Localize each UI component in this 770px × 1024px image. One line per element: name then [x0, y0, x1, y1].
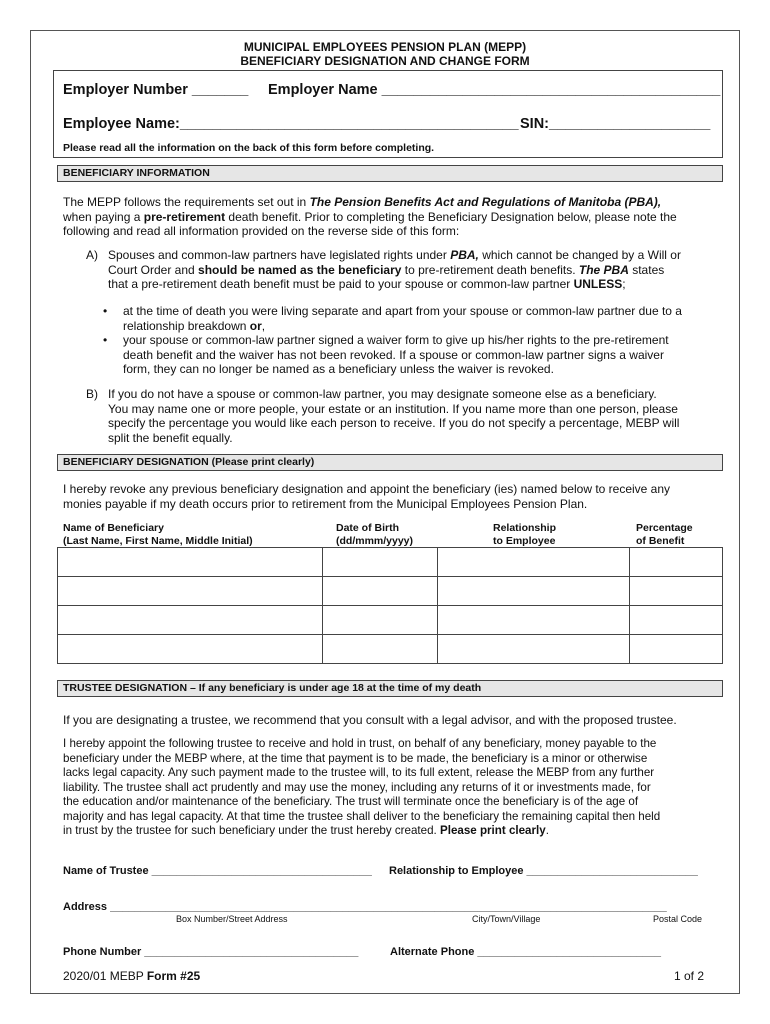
address-hint-city: City/Town/Village — [472, 914, 541, 924]
beneficiary-percentage-cell[interactable] — [630, 635, 723, 664]
trustee-alt-phone-field[interactable]: Alternate Phone ______________________________ — [390, 946, 661, 958]
bullet-item-separation: at the time of death you were living separate and apart from your spouse or common-law partner due to a relationship breakdown or, — [123, 304, 682, 333]
sin-field[interactable]: SIN:____________________ — [520, 116, 711, 132]
beneficiary-percentage-cell[interactable] — [630, 606, 723, 635]
table-row — [58, 606, 723, 635]
revoke-paragraph: I hereby revoke any previous beneficiary designation and appoint the beneficiary (ies) named below to receive any monies payable if my death occurs prior to retirement from the Municipal Employees Pension Plan. — [63, 482, 671, 511]
column-header-relationship: Relationship to Employee — [493, 522, 557, 547]
beneficiary-relationship-cell[interactable] — [438, 606, 630, 635]
item-b-text: If you do not have a spouse or common-law partner, you may designate someone else as a beneficiary. You may name one or more people, your estate or an institution. If you name more than one person, please specify the percentage you would like each person to receive. If you do not specify a percentage, MEBP will split the benefit equally. — [108, 387, 680, 445]
item-a-text: Spouses and common-law partners have legislated rights under PBA, which cannot be changed by a Will or Court Order and should be named as the beneficiary to pre-retirement death benefits. The PBA states that a pre-retirement death benefit must be paid to your spouse or common-law partner UNLESS; — [108, 248, 681, 291]
beneficiary-name-cell[interactable] — [58, 548, 323, 577]
beneficiary-table — [57, 547, 723, 664]
beneficiary-name-cell[interactable] — [58, 606, 323, 635]
bullet-item-waiver: your spouse or common-law partner signed a waiver form to give up his/her rights to the pre-retirement death benefit and the waiver has not been revoked. If a spouse or common-law partner signs a waiver form, they can no longer be named as a beneficiary unless the waiver is revoked. — [123, 333, 669, 376]
employee-name-field[interactable]: Employee Name:__________________________________________ — [63, 116, 519, 132]
column-header-dob: Date of Birth (dd/mmm/yyyy) — [336, 522, 414, 547]
trustee-relationship-field[interactable]: Relationship to Employee ____________________________ — [389, 865, 698, 877]
beneficiary-name-cell[interactable] — [58, 577, 323, 606]
beneficiary-dob-cell[interactable] — [322, 577, 438, 606]
bullet-dot: • — [103, 333, 108, 347]
table-row — [58, 635, 723, 664]
beneficiary-dob-cell[interactable] — [322, 635, 438, 664]
footer-page-number: 1 of 2 — [674, 969, 705, 983]
address-hint-postal: Postal Code — [653, 914, 703, 924]
column-header-percentage: Percentage of Benefit — [636, 522, 693, 547]
item-a-marker: A) — [86, 248, 98, 262]
employer-name-field[interactable]: Employer Name __________________________________________ — [268, 82, 721, 98]
address-hint-street: Box Number/Street Address — [176, 914, 288, 924]
section-heading-beneficiary-info: BENEFICIARY INFORMATION — [57, 165, 723, 182]
beneficiary-percentage-cell[interactable] — [630, 548, 723, 577]
footer-form-id: 2020/01 MEBP Form #25 — [63, 969, 201, 983]
read-note: Please read all the information on the back of this form before completing. — [63, 142, 435, 154]
section-heading-beneficiary-designation: BENEFICIARY DESIGNATION (Please print clearly) — [57, 454, 723, 471]
item-b-marker: B) — [86, 387, 98, 401]
trustee-phone-field[interactable]: Phone Number ___________________________________ — [63, 946, 359, 958]
beneficiary-relationship-cell[interactable] — [438, 577, 630, 606]
table-row — [58, 577, 723, 606]
beneficiary-dob-cell[interactable] — [322, 606, 438, 635]
intro-paragraph: The MEPP follows the requirements set out in The Pension Benefits Act and Regulations of Manitoba (PBA), when paying a pre-retirement death benefit. Prior to completing the Beneficiary Designation below, please note the following and read all information provided on the reverse side of this form: — [63, 195, 677, 238]
trustee-paragraph: I hereby appoint the following trustee to receive and hold in trust, on behalf of any beneficiary, money payable to the beneficiary under the MEBP where, at the time that payment is to be made, the beneficiary is a minor or otherwise lacks legal capacity. Any such payment made to the trustee will, to its full extent, release the MEBP from any further liability. The trustee shall act prudently and may use the money, including any returns of it or investments made, for the education and/or maintenance of the beneficiary. The trust will terminate once the beneficiary is of the age of majority and has legal capacity. At that time the trustee shall deliver to the beneficiary the remaining capital then held in trust by the trustee for such beneficiary under the trust hereby created. Please print clearly. — [63, 737, 661, 837]
bullet-dot: • — [103, 304, 108, 318]
table-row — [58, 548, 723, 577]
employer-number-field[interactable]: Employer Number _______ — [63, 82, 249, 98]
form-title-line1: MUNICIPAL EMPLOYEES PENSION PLAN (MEPP) — [243, 40, 527, 54]
beneficiary-relationship-cell[interactable] — [438, 548, 630, 577]
trustee-advice: If you are designating a trustee, we recommend that you consult with a legal advisor, and with the proposed trustee. — [63, 713, 677, 727]
beneficiary-percentage-cell[interactable] — [630, 577, 723, 606]
form-title-line2: BENEFICIARY DESIGNATION AND CHANGE FORM — [240, 54, 530, 68]
section-heading-trustee: TRUSTEE DESIGNATION – If any beneficiary is under age 18 at the time of my death — [57, 680, 723, 697]
beneficiary-dob-cell[interactable] — [322, 548, 438, 577]
beneficiary-relationship-cell[interactable] — [438, 635, 630, 664]
trustee-address-field[interactable]: Address ___________________________________________________________________________________________ — [63, 901, 667, 913]
beneficiary-name-cell[interactable] — [58, 635, 323, 664]
column-header-name: Name of Beneficiary (Last Name, First Name, Middle Initial) — [63, 522, 253, 547]
trustee-name-field[interactable]: Name of Trustee ____________________________________ — [63, 865, 372, 877]
